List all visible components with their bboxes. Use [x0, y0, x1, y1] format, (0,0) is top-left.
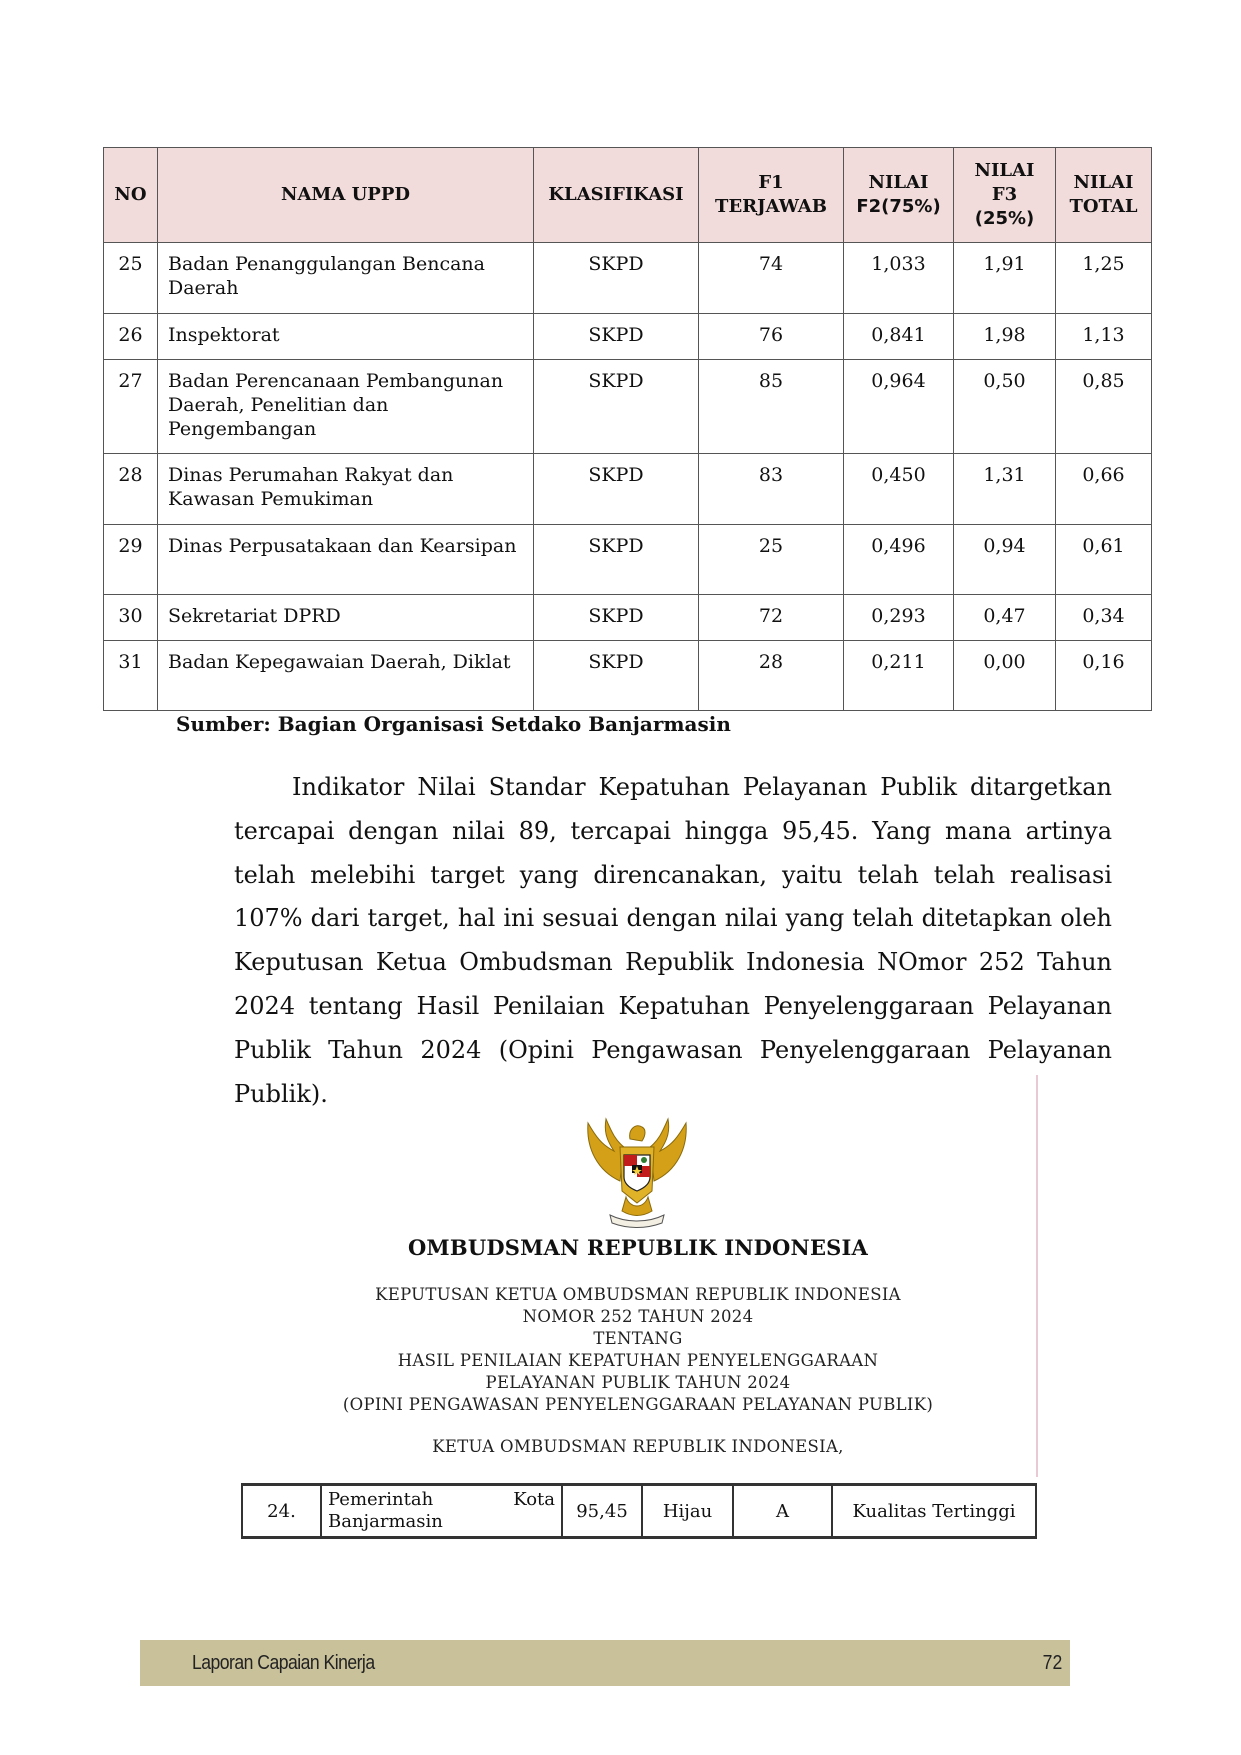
- cell-f2: 0,964: [844, 360, 954, 454]
- cell-klasifikasi: SKPD: [534, 525, 699, 595]
- cell-no: 31: [104, 641, 158, 711]
- cell-no: 27: [104, 360, 158, 454]
- header-nilai-f3: NILAI F3 (25%): [954, 148, 1056, 243]
- decree-document-image: [240, 1075, 1038, 1477]
- cell-total: 0,66: [1056, 454, 1152, 525]
- cell-klasifikasi: SKPD: [534, 641, 699, 711]
- cell-f3: 1,98: [954, 314, 1056, 360]
- decree-line: HASIL PENILAIAN KEPATUHAN PENYELENGGARAAN: [397, 1351, 879, 1370]
- cell-no: 30: [104, 595, 158, 641]
- decree-line: TENTANG: [593, 1329, 683, 1348]
- cell-f1: 85: [699, 360, 844, 454]
- cell-f2: 0,211: [844, 641, 954, 711]
- header-nilai-total: NILAI TOTAL: [1056, 148, 1152, 243]
- page-number: 72: [1042, 1652, 1062, 1674]
- cell-f2: 0,841: [844, 314, 954, 360]
- cell-no: 26: [104, 314, 158, 360]
- cell-f3: 1,31: [954, 454, 1056, 525]
- table-row: [104, 243, 1152, 314]
- table-row: [104, 454, 1152, 525]
- cell-nama: Sekretariat DPRD: [158, 595, 534, 641]
- cell-f3: 0,00: [954, 641, 1056, 711]
- cell-f1: 83: [699, 454, 844, 525]
- page-footer: [140, 1640, 1070, 1686]
- header-nilai-f2: NILAI F2(75%): [844, 148, 954, 243]
- decree-line: NOMOR 252 TAHUN 2024: [522, 1307, 754, 1326]
- table-header-row: [104, 148, 1152, 243]
- header-nama-uppd: NAMA UPPD: [158, 148, 534, 243]
- result-institution-word: Kota: [513, 1489, 555, 1510]
- cell-f1: 76: [699, 314, 844, 360]
- cell-klasifikasi: SKPD: [534, 454, 699, 525]
- table-row: [104, 360, 1152, 454]
- cell-total: 0,34: [1056, 595, 1152, 641]
- cell-f1: 74: [699, 243, 844, 314]
- cell-f3: 0,94: [954, 525, 1056, 595]
- decree-line: (OPINI PENGAWASAN PENYELENGGARAAN PELAYANAN PUBLIK): [342, 1395, 934, 1414]
- result-no: 24.: [242, 1485, 321, 1538]
- cell-f1: 25: [699, 525, 844, 595]
- cell-nama: Inspektorat: [158, 314, 534, 360]
- cell-nama: Badan Kepegawaian Daerah, Diklat: [158, 641, 534, 711]
- cell-total: 0,85: [1056, 360, 1152, 454]
- decree-result-table: [241, 1483, 1037, 1539]
- cell-no: 25: [104, 243, 158, 314]
- header-no: NO: [104, 148, 158, 243]
- cell-nama: Dinas Perpusatakaan dan Kearsipan: [158, 525, 534, 595]
- decree-signatory: KETUA OMBUDSMAN REPUBLIK INDONESIA,: [432, 1437, 844, 1456]
- result-institution: [321, 1485, 562, 1538]
- result-score: 95,45: [562, 1485, 642, 1538]
- cell-total: 0,61: [1056, 525, 1152, 595]
- decree-org-title: OMBUDSMAN REPUBLIK INDONESIA: [407, 1235, 869, 1260]
- cell-klasifikasi: SKPD: [534, 314, 699, 360]
- cell-f2: 0,496: [844, 525, 954, 595]
- cell-total: 1,25: [1056, 243, 1152, 314]
- uppd-compliance-table: [103, 147, 1152, 711]
- header-f1-terjawab: F1 TERJAWAB: [699, 148, 844, 243]
- result-institution-line: Banjarmasin: [328, 1511, 443, 1532]
- result-quality: Kualitas Tertinggi: [832, 1485, 1036, 1538]
- table-row: [104, 525, 1152, 595]
- footer-title: Laporan Capaian Kinerja: [192, 1652, 375, 1674]
- cell-f2: 0,293: [844, 595, 954, 641]
- result-zone: Hijau: [642, 1485, 733, 1538]
- cell-f1: 28: [699, 641, 844, 711]
- cell-no: 29: [104, 525, 158, 595]
- table-row: [104, 314, 1152, 360]
- cell-klasifikasi: SKPD: [534, 243, 699, 314]
- table-source-note: Sumber: Bagian Organisasi Setdako Banjarmasin: [176, 712, 731, 736]
- cell-nama: Badan Penanggulangan Bencana Daerah: [158, 243, 534, 314]
- cell-total: 0,16: [1056, 641, 1152, 711]
- decree-line: PELAYANAN PUBLIK TAHUN 2024: [485, 1373, 791, 1392]
- table-row: [104, 641, 1152, 711]
- cell-f2: 0,450: [844, 454, 954, 525]
- table-row: [104, 595, 1152, 641]
- result-grade: A: [733, 1485, 832, 1538]
- cell-klasifikasi: SKPD: [534, 360, 699, 454]
- cell-f3: 1,91: [954, 243, 1056, 314]
- header-klasifikasi: KLASIFIKASI: [534, 148, 699, 243]
- cell-f3: 0,47: [954, 595, 1056, 641]
- result-institution-word: Pemerintah: [328, 1489, 434, 1510]
- body-paragraph: Indikator Nilai Standar Kepatuhan Pelayanan Publik ditargetkan tercapai dengan nilai 89, tercapai hingga 95,45. Yang mana artinya telah melebihi target yang direncanakan, yaitu telah telah realisasi 107% dari target, hal ini sesuai dengan nilai yang telah ditetapkan oleh Keputusan Ketua Ombudsman Republik Indonesia NOmor 252 Tahun 2024 tentang Hasil Penilaian Kepatuhan Penyelenggaraan Pelayanan Publik Tahun 2024 (Opini Pengawasan Penyelenggaraan Pelayanan Publik).: [234, 773, 1112, 1108]
- cell-f3: 0,50: [954, 360, 1056, 454]
- cell-f2: 1,033: [844, 243, 954, 314]
- cell-total: 1,13: [1056, 314, 1152, 360]
- cell-nama: Dinas Perumahan Rakyat dan Kawasan Pemukiman: [158, 454, 534, 525]
- cell-nama: Badan Perencanaan Pembangunan Daerah, Penelitian dan Pengembangan: [158, 360, 534, 454]
- decree-line: KEPUTUSAN KETUA OMBUDSMAN REPUBLIK INDONESIA: [375, 1285, 901, 1304]
- table-row: [242, 1485, 1036, 1538]
- cell-f1: 72: [699, 595, 844, 641]
- cell-no: 28: [104, 454, 158, 525]
- cell-klasifikasi: SKPD: [534, 595, 699, 641]
- garuda-emblem-icon: [580, 1111, 694, 1231]
